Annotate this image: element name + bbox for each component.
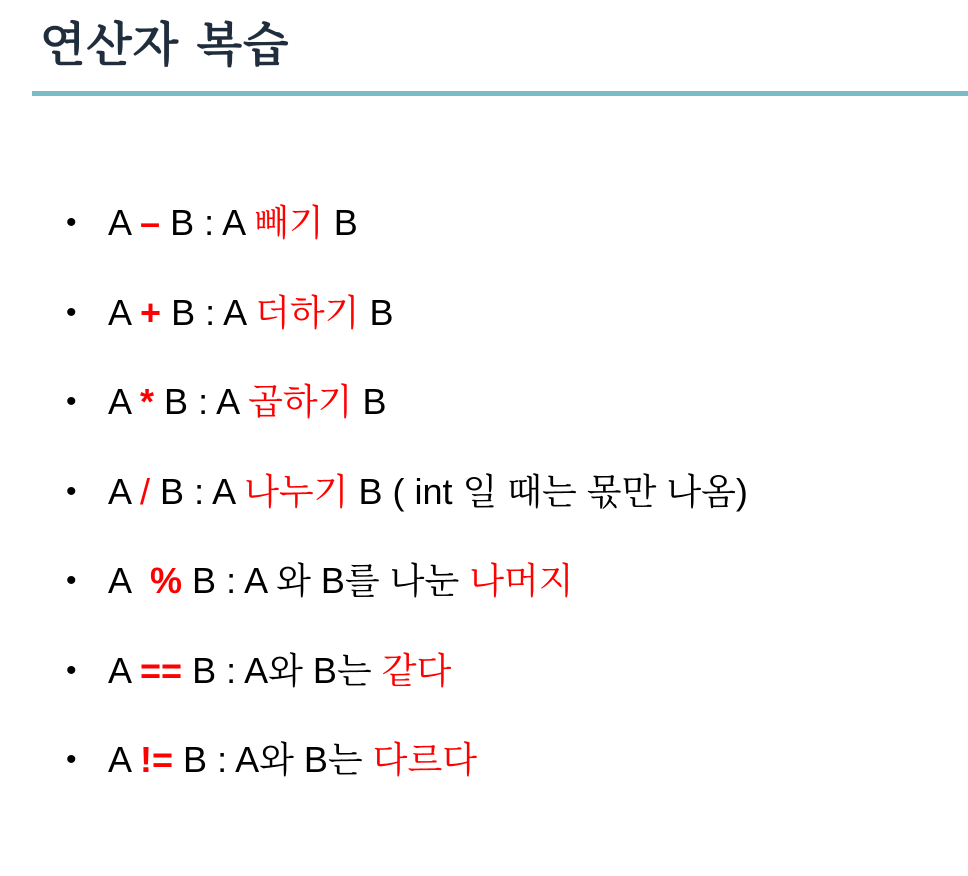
operand-text: B (323, 202, 358, 243)
operator-symbol: % (150, 560, 183, 601)
operand-text: B : A와 B는 (182, 649, 382, 691)
operand-text: B : A와 B는 (173, 739, 373, 780)
bullet-dot-icon: • (66, 564, 77, 597)
bullet-dot-icon: • (66, 385, 77, 418)
operator-symbol: != (140, 739, 174, 780)
operand-text: B : A (160, 202, 255, 243)
operand-text: B (352, 381, 387, 422)
operator-meaning: 다르다 (372, 739, 477, 780)
slide-title: 연산자 복습 (40, 18, 290, 73)
operand-text: A (108, 560, 151, 601)
operator-meaning: 나머지 (469, 560, 574, 601)
operator-symbol: == (140, 649, 183, 691)
operand-text: B : A (154, 381, 249, 422)
bullet-dot-icon: • (66, 653, 77, 687)
operator-symbol: – (140, 202, 161, 243)
operator-symbol: + (140, 291, 162, 333)
bullet-text (108, 178, 358, 268)
bullet-dot-icon: • (66, 474, 77, 508)
bullet-text (108, 357, 386, 447)
operand-text: B : A (161, 291, 256, 333)
operator-meaning: 빼기 (254, 202, 324, 243)
bullet-text (108, 626, 451, 716)
operand-text: B (359, 291, 394, 333)
bullet-text (108, 536, 574, 626)
bullet-dot-icon: • (66, 295, 77, 329)
operator-symbol: * (140, 381, 155, 422)
operand-text: A (108, 381, 141, 422)
operator-symbol: / (140, 470, 151, 512)
operand-text: B ( int 일 때는 몫만 나옴) (348, 470, 748, 512)
operand-text: A (108, 470, 141, 512)
bullet-text (108, 715, 477, 805)
bullet-dot-icon: • (66, 206, 77, 239)
operand-text: A (108, 202, 141, 243)
operator-meaning: 더하기 (255, 291, 360, 333)
operator-meaning: 나누기 (244, 470, 349, 512)
operator-meaning: 곱하기 (248, 381, 353, 422)
operand-text: A (108, 739, 141, 780)
operand-text: B : A (150, 470, 245, 512)
operand-text: A (108, 291, 141, 333)
operand-text: A (108, 649, 141, 691)
title-underline (32, 91, 968, 96)
operator-meaning: 같다 (381, 649, 452, 691)
bullet-dot-icon: • (66, 743, 77, 776)
bullet-text (108, 268, 393, 358)
operand-text: B : A 와 B를 나눈 (182, 560, 470, 601)
bullet-text (108, 447, 748, 537)
